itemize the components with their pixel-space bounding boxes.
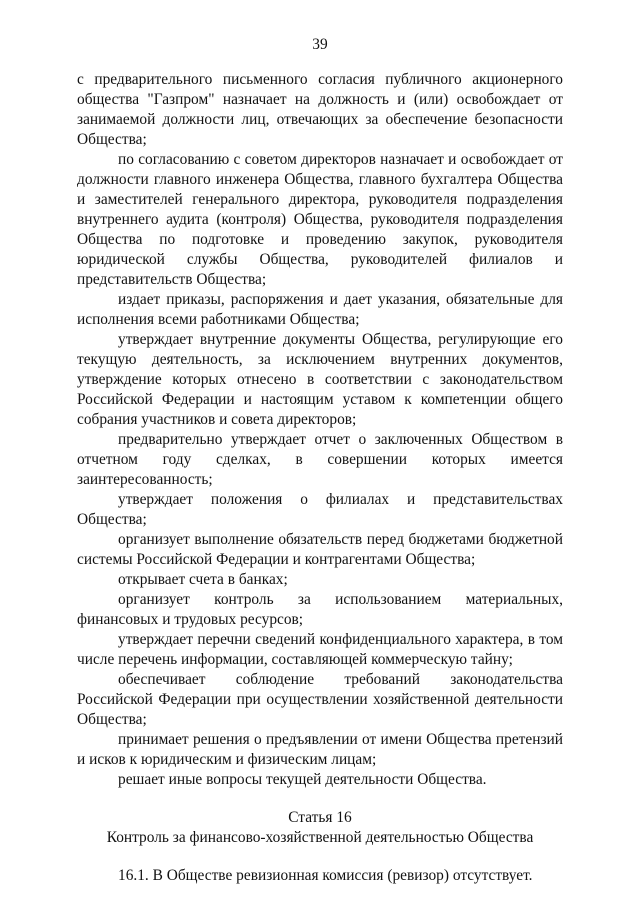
section-gap bbox=[77, 790, 563, 808]
paragraph-internal-documents: утверждает внутренние документы Общества, регулирующие его текущую деятельность, за исключением внутренних документов, утверждение которых отнесено в соответствии с законодательством Российской Федерации и настоящим уставом к компетенции общего собрания участников и совета директоров; bbox=[77, 331, 563, 428]
document-body bbox=[77, 70, 563, 886]
paragraph-security-appointments: с предварительного письменного согласия публичного акционерного общества "Газпром" назначает на должность и (или) освобождает от занимаемой должности лиц, отвечающих за обеспечение безопасности Общества; bbox=[77, 71, 563, 148]
article-title: Контроль за финансово-хозяйственной деятельностью Общества bbox=[106, 829, 534, 846]
paragraph-legal-compliance: обеспечивает соблюдение требований законодательства Российской Федерации при осуществлении хозяйственной деятельности Общества; bbox=[77, 671, 563, 728]
paragraph-resource-control: организует контроль за использованием материальных, финансовых и трудовых ресурсов; bbox=[77, 591, 563, 628]
paragraph-branches: утверждает положения о филиалах и представительствах Общества; bbox=[77, 491, 563, 528]
paragraph-board-approvals: по согласованию с советом директоров назначает и освобождает от должности главного инженера Общества, главного бухгалтера Общества и заместителей генерального директора, руководителя подразделения внутреннего аудита (контроля) Общества, руководителя подразделения Общества по подготовке и проведению закупок, руководителя юридической службы Общества, руководителей филиалов и представительств Общества; bbox=[77, 151, 563, 288]
page-number: 39 bbox=[312, 36, 328, 53]
paragraph-other-issues: решает иные вопросы текущей деятельности Общества. bbox=[118, 771, 487, 788]
paragraph-orders: издает приказы, распоряжения и дает указания, обязательные для исполнения всеми работниками Общества; bbox=[77, 291, 563, 328]
paragraph-budget-obligations: организует выполнение обязательств перед бюджетами бюджетной системы Российской Федерации и контрагентами Общества; bbox=[77, 531, 563, 568]
paragraph-confidential-info: утверждает перечни сведений конфиденциального характера, в том числе перечень информации, составляющей коммерческую тайну; bbox=[77, 631, 563, 668]
section-gap-2 bbox=[77, 848, 563, 866]
paragraph-bank-accounts: открывает счета в банках; bbox=[118, 571, 288, 588]
clause-16-1: 16.1. В Обществе ревизионная комиссия (ревизор) отсутствует. bbox=[118, 867, 533, 884]
paragraph-claims: принимает решения о предъявлении от имени Общества претензий и исков к юридическим и физическим лицам; bbox=[77, 731, 563, 768]
paragraph-transactions-report: предварительно утверждает отчет о заключенных Обществом в отчетном году сделках, в совершении которых имеется заинтересованность; bbox=[77, 431, 563, 488]
article-number: Статья 16 bbox=[288, 809, 352, 826]
